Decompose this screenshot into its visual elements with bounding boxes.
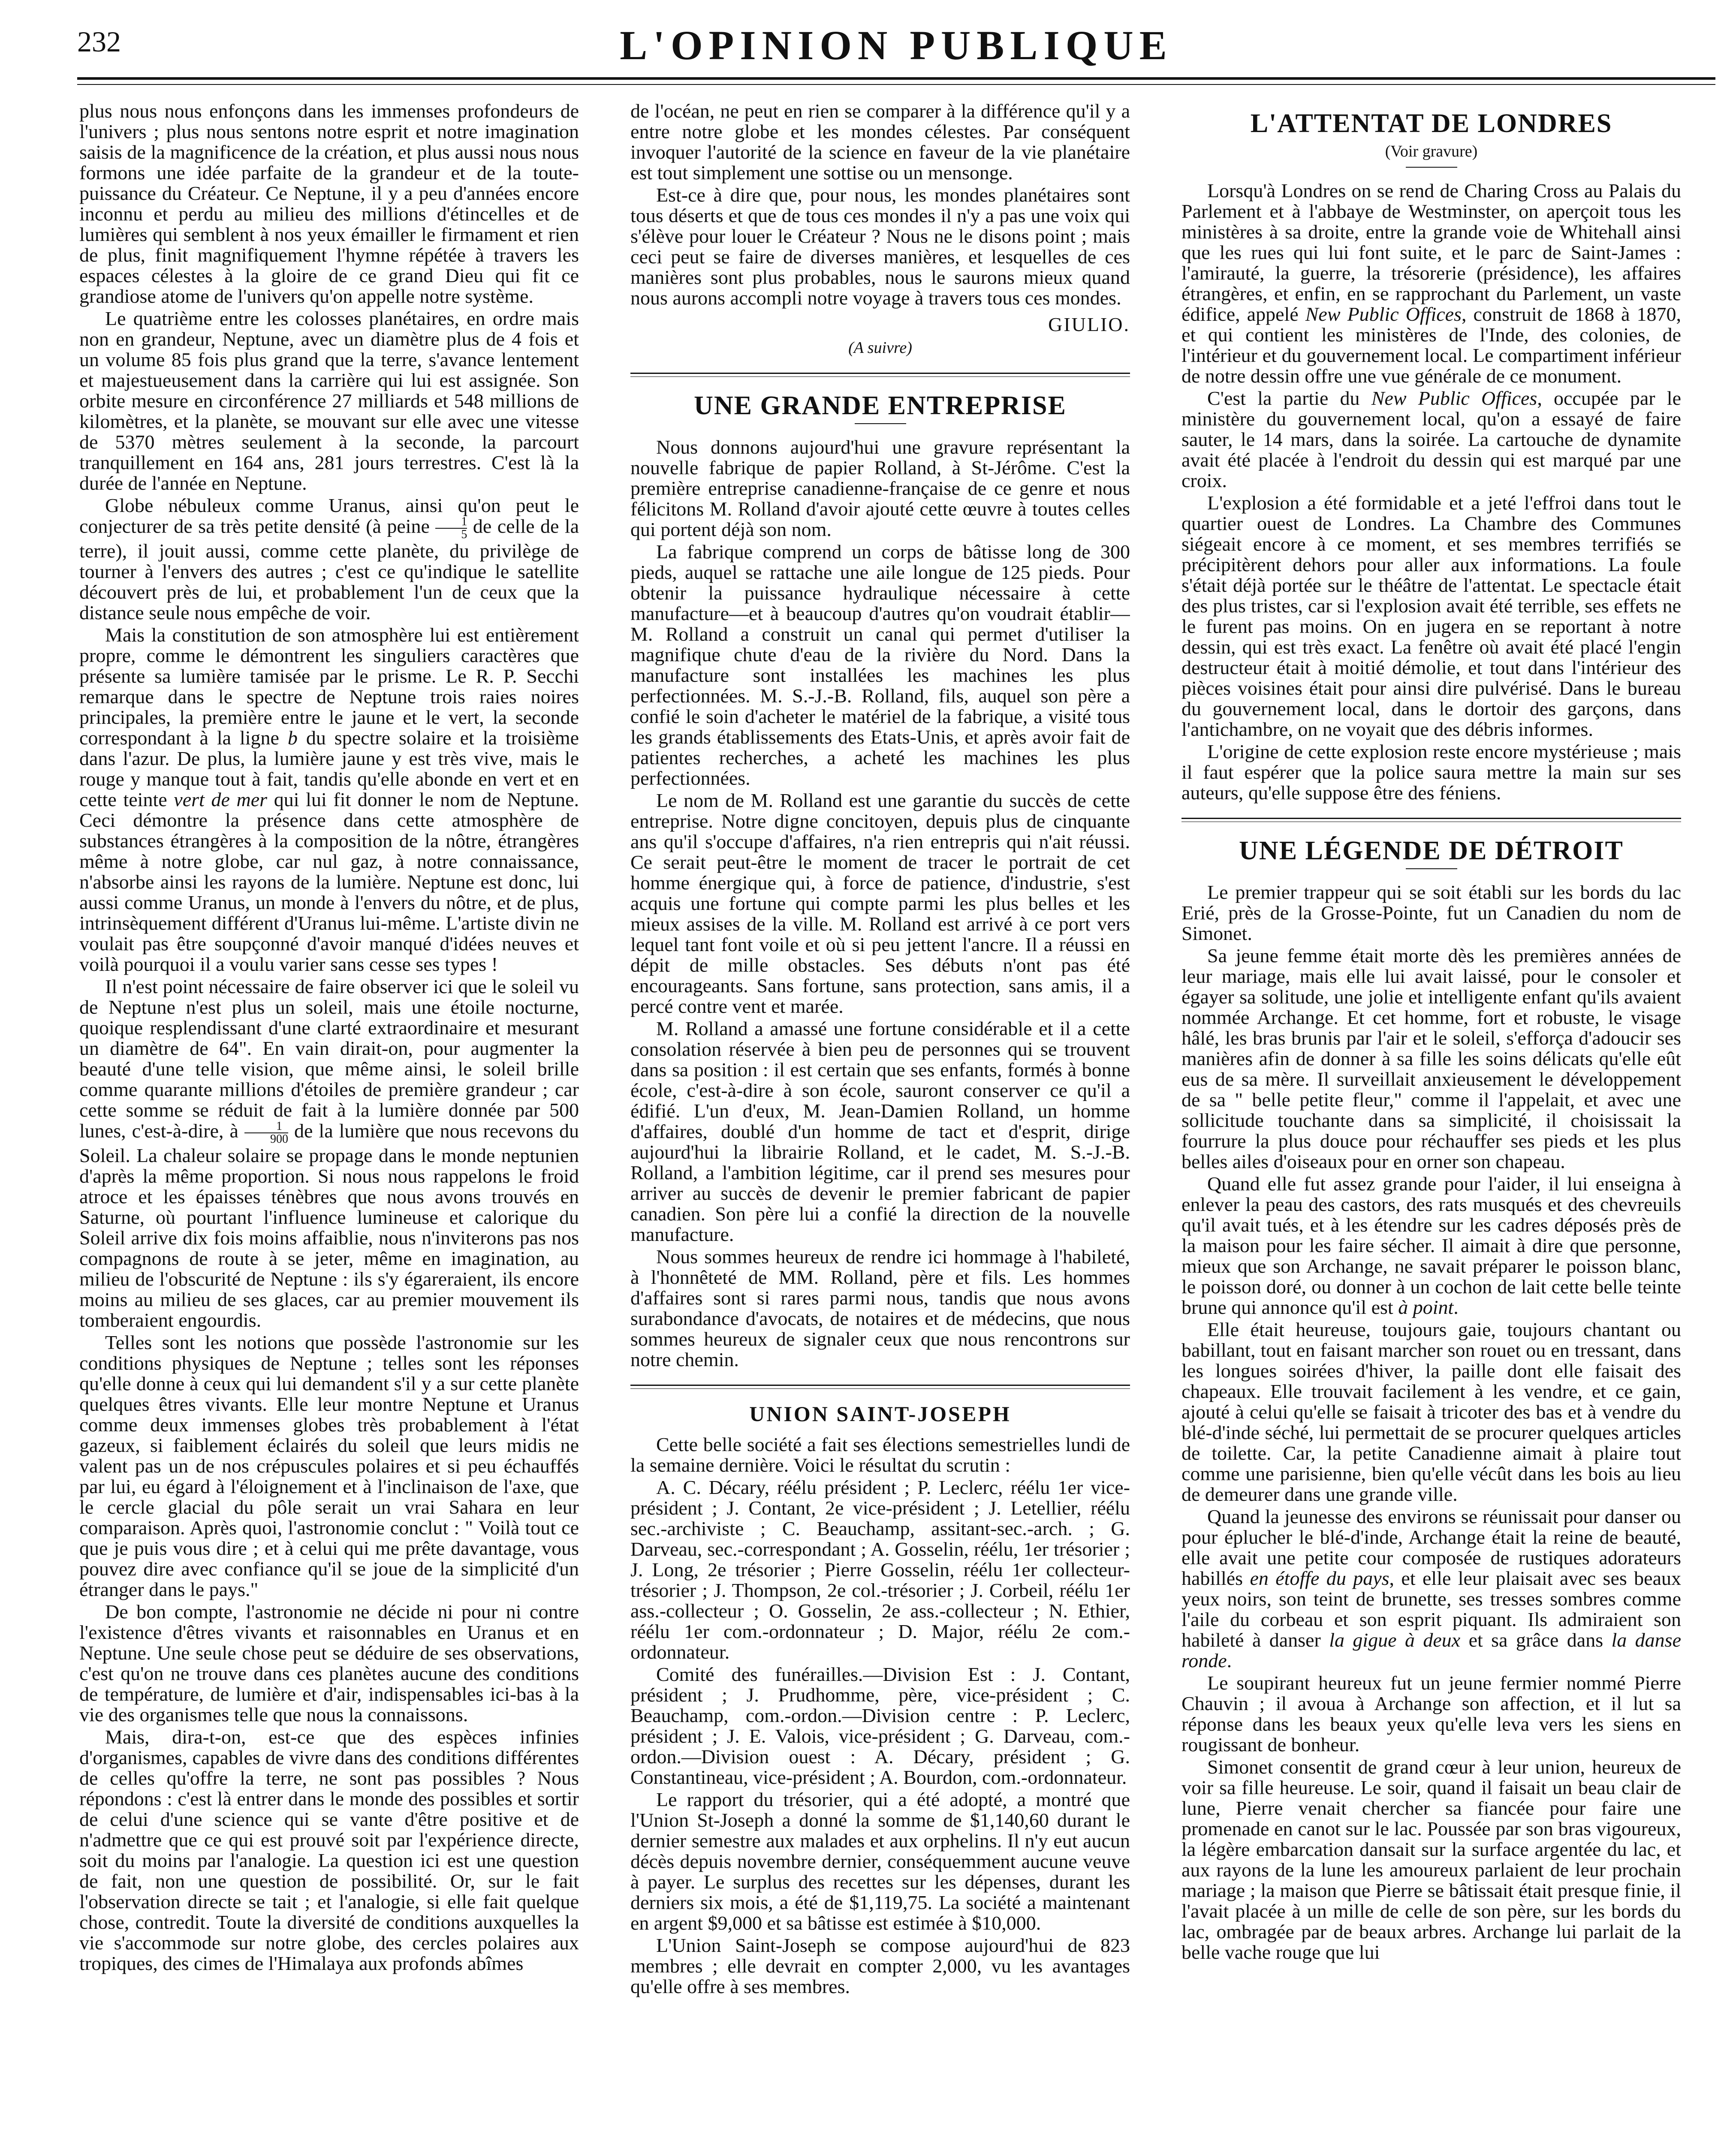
- section-rule: [630, 1385, 1130, 1386]
- column-1: [79, 101, 579, 2144]
- paragraph: Nous donnons aujourd'hui une gravure représentant la nouvelle fabrique de papier Rolland, à St-Jérôme. C'est la première entreprise canadienne-française de ce genre et nous félicitons M. Rolland d'avoir ajouté cette œuvre à toutes celles qui portent déjà son nom.: [630, 436, 1130, 540]
- paragraph: M. Rolland a amassé une fortune considérable et il a cette consolation réservée à bien peu de personnes qui se trouvent dans sa position : il est certain que ses enfants, formés à bonne école, c'est-à-dire à son école, sauront conserver ce qu'il a édifié. L'un d'eux, M. Jean-Damien Rolland, un homme d'affaires, doublé d'un homme de tact et d'esprit, dirige aujourd'hui la librairie Rolland, et le cadet, M. S.-J.-B. Rolland, a l'ambition légitime, car il prend ses mesures pour arriver au succès de devenir le premier fabricant de papier canadien. Son père lui a confié la direction de la nouvelle manufacture.: [630, 1018, 1130, 1245]
- paragraph: Il n'est point nécessaire de faire observer ici que le soleil vu de Neptune n'est plus un soleil, mais une étoile nocturne, quoique resplendissant d'une clarté extraordinaire et mesurant un diamètre de 64". En vain dirait-on, pour augmenter la beauté d'une telle vision, que même ainsi, le soleil brille comme quarante millions d'étoiles de première grandeur ; car cette somme se réduit de fait à la lumière donnée par 500 lunes, c'est-à-dire, à $\frac{1}{900}$ de la lumière que nous recevons du Soleil. La chaleur solaire se propage dans le monde neptunien d'après la même proportion. Si nous nous rappelons le froid atroce et les épaisses ténèbres que nous avons trouvés en Saturne, où pourtant l'influence lumineuse et calorique du Soleil arrive dix fois moins affaiblie, nous n'inviterons pas nos compagnons de route à se jeter, même en imagination, au milieu de l'obscurité de Neptune : ils s'y égareraient, ils encore moins au milieu de ses glaces, car au premier mouvement ils tomberaient engourdis.: [79, 976, 579, 1331]
- paragraph: Elle était heureuse, toujours gaie, toujours chantant ou babillant, tout en faisant marcher son rouet ou en tressant, dans les longues soirées d'hiver, la paille dont elle faisait des chapeaux. Elle trouvait facilement à les vendre, et ce gain, ajouté à celui qu'elle se faisait à tricoter des bas et à vendre du blé-d'inde séché, lui permettait de se procurer quelques articles de toilette. Car, la petite Canadienne aimait à plaire tout comme une parisienne, bien qu'elle vécût dans les bois au lieu de demeurer dans une grande ville.: [1181, 1319, 1681, 1505]
- column-3: [1181, 101, 1681, 2144]
- paragraph: De bon compte, l'astronomie ne décide ni pour ni contre l'existence d'êtres vivants et raisonnables en Uranus et en Neptune. Une seule chose peut se déduire de ses observations, c'est qu'on ne trouve dans ces planètes aucune des conditions de température, de lumière et d'air, indispensables ici-bas à la vie des organismes telle que nous la connaissons.: [79, 1601, 579, 1725]
- paragraph: Quand la jeunesse des environs se réunissait pour danser ou pour éplucher le blé-d'inde, Archange était la reine de beauté, elle avait une petite cour composée de rustiques adorateurs habillés en étoffe du pays, et elle leur plaisait avec ses beaux yeux noirs, son teint de brunette, ses tresses sombres comme l'aile du corbeau et son esprit piquant. Ils admiraient son habileté à danser la gigue à deux et sa grâce dans la danse ronde.: [1181, 1506, 1681, 1671]
- paragraph: La fabrique comprend un corps de bâtisse long de 300 pieds, auquel se rattache une aile longue de 125 pieds. Pour obtenir la puissance hydraulique nécessaire à cette manufacture—et à beaucoup d'autres qu'on voudrait établir—M. Rolland a construit un canal qui permet d'utiliser la magnifique chute d'eau de la rivière du Nord. Dans la manufacture sont installées les machines les plus perfectionnées. M. S.-J.-B. Rolland, fils, auquel son père a confié le soin d'acheter le matériel de la fabrique, a visité tous les grands établissements des Etats-Unis, et après avoir fait de patientes recherches, a acheté les machines les plus perfectionnées.: [630, 541, 1130, 789]
- to-be-continued: (A suivre): [848, 339, 912, 357]
- article-title-union: UNION SAINT-JOSEPH: [749, 1402, 1011, 1426]
- paragraph: Est-ce à dire que, pour nous, les mondes planétaires sont tous déserts et que de tous ces mondes il n'y a pas une voix qui s'élève pour louer le Créateur ? Nous ne le disons point ; mais ceci peut se faire de diverses manières, et lesquelles de ces manières sont plus probables, nous le saurons mieux quand nous aurons accompli notre voyage à travers tous ces mondes.: [630, 184, 1130, 309]
- title-dash: [1406, 167, 1457, 168]
- paragraph: A. C. Décary, réélu président ; P. Leclerc, réélu 1er vice-président ; J. Contant, 2e vice-président ; J. Letellier, réélu sec.-archiviste ; C. Beauchamp, assitant-sec.-arch. ; G. Darveau, sec.-correspondant ; A. Gosselin, réélu, 1er trésorier ; J. Long, 2e trésorier ; Pierre Gosselin, réélu 1er collecteur-trésorier ; J. Thompson, 2e col.-trésorier ; J. Corbeil, réélu 1er ass.-collecteur ; O. Gosselin, 2e ass.-collecteur ; N. Ethier, réélu 1er com.-ordonnateur ; D. Major, réélu 2e com.-ordonnateur.: [630, 1476, 1130, 1663]
- article-title-attentat: L'ATTENTAT DE LONDRES: [1250, 109, 1612, 138]
- header-rule: [77, 77, 1715, 80]
- page-number: 232: [77, 25, 121, 58]
- paragraph: L'origine de cette explosion reste encore mystérieuse ; mais il faut espérer que la police saura mettre la main sur ses auteurs, qu'elle suppose être des féniens.: [1181, 741, 1681, 804]
- section-rule-thin: [630, 1388, 1130, 1389]
- section-rule: [1181, 818, 1681, 819]
- header-rule-thin: [77, 84, 1715, 85]
- paragraph: Quand elle fut assez grande pour l'aider, il lui enseigna à enlever la peau des castors, des rats musqués et des chevreuils qu'il avait tués, et à les étendre sur les cadres déposés près de la maison pour les faire sécher. Il aimait à dire que personne, mieux que son Archange, ne savait préparer le poisson blanc, le poisson doré, ou donner à un cochon de lait cette belle teinte brune qui annonce qu'il est à point.: [1181, 1173, 1681, 1318]
- paragraph: Le quatrième entre les colosses planétaires, en ordre mais non en grandeur, Neptune, avec un diamètre plus de 4 fois et un volume 85 fois plus grand que la terre, s'avance lentement et majestueusement dans la carrière qui lui est assignée. Son orbite mesure en circonférence 27 milliards et 548 millions de kilomètres, et la planète, se mouvant sur elle avec une vitesse de 5370 mètres seulement à la seconde, la parcourt tranquillement en 164 ans, 281 jours terrestres. C'est là la durée de l'année en Neptune.: [79, 307, 579, 494]
- paragraph: Telles sont les notions que possède l'astronomie sur les conditions physiques de Neptune ; telles sont les réponses qu'elle donne à ceux qui lui demandent s'il y a sur cette planète quelques êtres vivants. Elle leur montre Neptune et Uranus comme deux immenses globes très probablement à l'état gazeux, si faiblement éclairés du soleil que leurs midis ne valent pas un de nos crépuscules polaires et si peu échauffés par lui, eu égard à l'éloignement et à l'inclinaison de l'axe, que le cercle glacial du pôle serait un vrai Sahara en leur comparaison. Après quoi, l'astronomie conclut : " Voilà tout ce que je puis vous dire ; et à celui qui me prête davantage, vous pouvez dire avec confiance qu'il se joue de la simplicité d'un étranger dans le pays.": [79, 1331, 579, 1600]
- column-2: [630, 101, 1130, 2144]
- paragraph: C'est la partie du New Public Offices, occupée par le ministère du gouvernement local, qu'on a essayé de faire sauter, le 14 mars, dans la soirée. La cartouche de dynamite avait été placée à l'endroit du dessin qui est marqué par une croix.: [1181, 387, 1681, 491]
- paragraph: Simonet consentit de grand cœur à leur union, heureux de voir sa fille heureuse. Le soir, quand il faisait un beau clair de lune, Pierre venait chercher sa fiancée pour faire une promenade en canot sur le lac. Poussée par son bras vigoureux, la légère embarcation dansait sur la surface argentée du lac, et aux rayons de la lune les amoureux parlaient de leur prochain mariage ; la maison que Pierre se bâtissait était presque finie, il l'avait placée à un mille de celle de son père, sur les bords du lac, ombragée par de beaux arbres. Archange lui parlait de la belle vache rouge que lui: [1181, 1756, 1681, 1963]
- paragraph: Nous sommes heureux de rendre ici hommage à l'habileté, à l'honnêteté de MM. Rolland, père et fils. Les hommes d'affaires sont si rares parmi nous, tandis que nous avons surabondance d'avocats, de notaires et de médecins, que nous sommes heureux de signaler ceux que nous rencontrons sur notre chemin.: [630, 1246, 1130, 1370]
- paragraph: de l'océan, ne peut en rien se comparer à la différence qu'il y a entre notre globe et les mondes célestes. Par conséquent invoquer l'autorité de la science en faveur de la vie planétaire est tout simplement une sottise ou un mensonge.: [630, 101, 1130, 184]
- article-title-entreprise: UNE GRANDE ENTREPRISE: [694, 391, 1067, 420]
- signature: GIULIO.: [1048, 313, 1130, 335]
- section-rule: [630, 373, 1130, 374]
- paragraph: L'Union Saint-Joseph se compose aujourd'hui de 823 membres ; elle devrait en compter 2,000, vu les avantages qu'elle offre à ses membres.: [630, 1934, 1130, 1997]
- article-title-legende: UNE LÉGENDE DE DÉTROIT: [1239, 836, 1624, 865]
- paragraph: L'explosion a été formidable et a jeté l'effroi dans tout le quartier ouest de Londres. La Chambre des Communes siégeait encore à ce moment, et ses membres terrifiés se précipitèrent dehors pour aller aux informations. La foule s'était déjà portée sur le théâtre de l'attentat. Le spectacle était des plus tristes, car si l'explosion avait été terrible, ses effets ne le furent pas moins. On en jugera en se reportant à notre dessin, qui est très exact. La fenêtre où avait été placé l'engin destructeur était à moitié démolie, et tout dans l'intérieur des pièces voisines était pour ainsi dire pulvérisé. Dans le bureau du gouvernement local, dans le dortoir des garçons, dans l'antichambre, on ne voyait que des débris informes.: [1181, 492, 1681, 740]
- paragraph: Sa jeune femme était morte dès les premières années de leur mariage, mais elle lui avait laissé, pour le consoler et égayer sa solitude, une jolie et intelligente enfant qu'ils avaient nommée Archange. Et cet homme, fort et robuste, le visage hâlé, les bras brunis par l'air et le soleil, s'efforça d'adoucir ses manières afin de donner à sa fille les soins délicats qu'elle eût eus de sa mère. Il surveillait anxieusement le développement de sa " belle petite fleur," comme il l'appelait, et avec une sollicitude touchante dans sa simplicité, il choisissait la fourrure la plus douce pour réchauffer ses pieds et les plus belles ailes d'oiseaux pour en orner son chapeau.: [1181, 945, 1681, 1172]
- paragraph: Lorsqu'à Londres on se rend de Charing Cross au Palais du Parlement et à l'abbaye de Westminster, on aperçoit tous les ministères à sa droite, entre la grande voie de Whitehall ainsi que les rues qui lui font suite, et le parc de Saint-James : l'amirauté, la guerre, la trésorerie (présidence), les affaires étrangères, et enfin, en se rapprochant du Parlement, un vaste édifice, appelé New Public Offices, construit de 1868 à 1870, et qui contient les ministères de l'Inde, des colonies, de l'intérieur et du gouvernement local. Le compartiment inférieur de notre dessin offre une vue générale de ce monument.: [1181, 180, 1681, 387]
- paragraph: Mais la constitution de son atmosphère lui est entièrement propre, comme le démontrent les singuliers caractères que présente sa lumière tamisée par le prisme. Le R. P. Secchi remarque dans le spectre de Neptune trois raies noires principales, la première entre le jaune et le vert, la seconde correspondant à la ligne b du spectre solaire et la troisième dans l'azur. De plus, la lumière jaune y est très vive, mais le rouge y manque tout à fait, tandis qu'elle abonde en vert et en cette teinte vert de mer qui lui fit donner le nom de Neptune. Ceci démontre la présence dans cette atmosphère de substances étrangères à la composition de la nôtre, étrangères même à notre globe, car nul gaz, à notre connaissance, n'absorbe ainsi les rayons de la lumière. Neptune est donc, lui aussi comme Uranus, un monde à l'envers du nôtre, et de plus, intrinsèquement différent d'Uranus lui-même. L'artiste divin ne voulait pas être soupçonné d'avoir manqué d'idées neuves et voilà pourquoi il a voulu varier sans cesse ses types !: [79, 624, 579, 975]
- title-dash: [1406, 868, 1457, 869]
- paragraph: Cette belle société a fait ses élections semestrielles lundi de la semaine dernière. Voici le résultat du scrutin :: [630, 1433, 1130, 1476]
- paragraph: Le soupirant heureux fut un jeune fermier nommé Pierre Chauvin ; il avoua à Archange son affection, et il lut sa réponse dans les beaux yeux qu'elle leva vers les siens en rougissant de bonheur.: [1181, 1672, 1681, 1756]
- paragraph: Globe nébuleux comme Uranus, ainsi qu'on peut le conjecturer de sa très petite densité (à peine $\frac{1}{5}$ de celle de la terre), il jouit aussi, comme cette planète, du privilège de tourner à l'envers des autres ; c'est ce qu'indique le satellite découvert près de lui, et probablement l'un de ceux que la distance seule nous empêche de voir.: [79, 494, 579, 623]
- paragraph: plus nous nous enfonçons dans les immenses profondeurs de l'univers ; plus nous sentons notre esprit et notre imagination saisis de la magnificence de la création, et plus aussi nous nous formons une idée parfaite de la grandeur et de la toute-puissance du Créateur. Ce Neptune, il y a peu d'années encore inconnu et perdu au milieu des millions d'étincelles et de lumières qui semblent à nos yeux émailler le firmament et rien de plus, finit magnifiquement l'hymne répétée à travers les espaces célestes à la gloire de ce grand Dieu qui fit ce grandiose atome de l'univers qu'on appelle notre système.: [79, 101, 579, 307]
- paragraph: Comité des funérailles.—Division Est : J. Contant, président ; J. Prudhomme, père, vice-président ; C. Beauchamp, com.-ordon.—Division centre : P. Leclerc, président ; J. E. Valois, vice-président ; G. Darveau, com.-ordon.—Division ouest : A. Décary, président ; G. Constantineau, vice-président ; A. Bourdon, com.-ordonnateur.: [630, 1663, 1130, 1788]
- fraction: $\frac{1}{900}$: [244, 1120, 288, 1145]
- paragraph: Le nom de M. Rolland est une garantie du succès de cette entreprise. Notre digne concitoyen, depuis plus de cinquante ans qu'il s'occupe d'affaires, n'a rien entrepris qui n'ait réussi. Ce serait peut-être le moment de tracer le portrait de cet homme énergique qui, à force de patience, d'industrie, s'est acquis une fortune qui compte parmi les plus belles et les mieux assises de la ville. M. Rolland est arrivé à ce port vers lequel tant font voile et où si peu jettent l'ancre. Il a réussi en dépit de mille obstacles. Ses débuts n'ont pas été encourageants. Sans fortune, sans protection, sans amis, il a percé contre vent et marée.: [630, 789, 1130, 1017]
- section-rule-thin: [630, 376, 1130, 377]
- paragraph: Le rapport du trésorier, qui a été adopté, a montré que l'Union St-Joseph a donné la somme de $1,140,60 durant le dernier semestre aux malades et aux orphelins. Il n'y eut aucun décès depuis novembre dernier, conséquemment aucune veuve à payer. Le surplus des recettes sur les dépenses, durant les derniers six mois, a été de $1,119,75. La société a maintenant en argent $9,000 et sa bâtisse est estimée à $10,000.: [630, 1789, 1130, 1934]
- paragraph: Mais, dira-t-on, est-ce que des espèces infinies d'organismes, capables de vivre dans des conditions différentes de celles qu'offre la terre, ne sont pas possibles ? Nous répondons : c'est là entrer dans le monde des possibles et sortir de celui d'une science qui se vante d'être positive et de n'admettre que ce qui est prouvé soit par l'expérience directe, soit du moins par l'analogie. La question ici est une question de fait, non une question de possibilité. Or, sur le fait l'observation directe se tait ; et l'analogie, si elle fait quelque chose, contredit. Toute la diversité de conditions auxquelles la vie s'accommode sur notre globe, des cercles polaires aux tropiques, des cimes de l'Himalaya aux profonds abîmes: [79, 1726, 579, 1974]
- article-subtitle: (Voir gravure): [1385, 142, 1478, 160]
- newspaper-title: L'OPINION PUBLIQUE: [620, 22, 1173, 68]
- title-dash: [855, 423, 906, 424]
- masthead: [77, 21, 1715, 73]
- paragraph: Le premier trappeur qui se soit établi sur les bords du lac Erié, près de la Grosse-Pointe, fut un Canadien du nom de Simonet.: [1181, 881, 1681, 944]
- fraction: $\frac{1}{5}$: [435, 516, 467, 541]
